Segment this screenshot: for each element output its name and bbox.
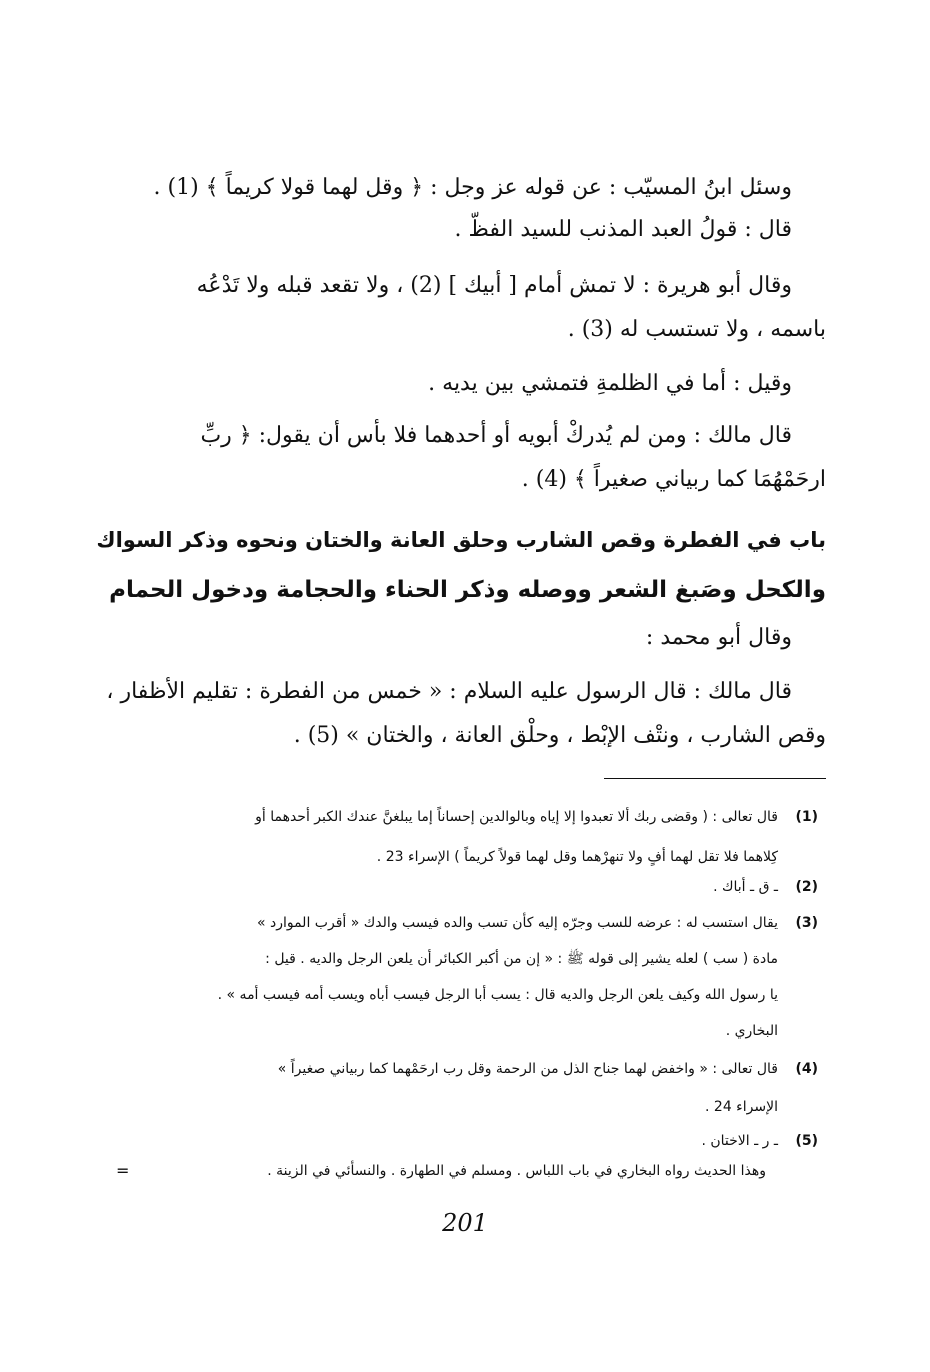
- body-line-3: وقال أبو هريرة : لا تمش أمام [ أبيك ] (2) ، ولا تقعد قبله ولا تَدْعُه: [196, 273, 792, 298]
- footnote-line: مادة ( سب ) لعله يشير إلى قوله ﷺ : « إن من أكبر الكبائر أن يلعن الرجل والديه . قيل :: [265, 951, 778, 967]
- footnote-separator: [604, 778, 826, 779]
- footnote-line: يقال استسب له : عرضه للسب وجرّه إليه كأن تسب والده فيسب والدك « أقرب الموارد »: [256, 915, 778, 931]
- footnote-line: كِلاهما فلا تقل لهما أفٍ ولا تنهرْهما وقل لهما قولاً كريماً ) الإسراء 23 .: [376, 849, 778, 865]
- footnote-line: قال تعالى : « واخفض لهما جناح الذل من الرحمة وقل رب ارحَمْهما كما ربياني صغيراً »: [277, 1061, 778, 1077]
- footnote-number-3: (3): [795, 915, 818, 931]
- body-line-6: قال مالك : ومن لم يُدركْ أبويه أو أحدهما فلا بأس أن يقول: ﴿ ربِّ: [200, 423, 792, 448]
- body-line-5: وقيل : أما في الظلمةِ فتمشي بين يديه .: [428, 371, 792, 396]
- body-line-9: قال مالك : قال الرسول عليه السلام : « خمس من الفطرة : تقليم الأظفار ،: [106, 679, 792, 704]
- footnote-line: ـ ق ـ أباك .: [713, 879, 778, 895]
- section-heading-line-2: والكحل وصَبغ الشعر ووصله وذكر الحناء والحجامة ودخول الحمام: [109, 577, 826, 603]
- body-line-10: وقص الشارب ، ونتْف الإبْط ، وحلْق العانة ، والختان » (5) .: [293, 723, 826, 748]
- body-line-4: باسمه ، ولا تستسب له (3) .: [567, 317, 826, 342]
- footnote-number-4: (4): [795, 1061, 818, 1077]
- footnote-number-2: (2): [795, 879, 818, 895]
- footnote-number-5: (5): [795, 1133, 818, 1149]
- page-number: 201: [442, 1209, 488, 1237]
- body-line-8: وقال أبو محمد :: [645, 625, 792, 650]
- section-heading-line-1: باب في الفطرة وقص الشارب وحلق العانة والختان ونحوه وذكر السواك: [96, 528, 826, 552]
- continuation-mark: =: [116, 1161, 130, 1180]
- footnote-line: قال تعالى : ( وقضى ربك ألا تعبدوا إلا إياه وبالوالدين إحساناً إما يبلغنَّ عندك الكبر أحدهما أو: [255, 809, 778, 825]
- body-line-1: وسئل ابنُ المسيّب : عن قوله عز وجل : ﴿ وقل لهما قولا كريماً ﴾ (1) .: [153, 175, 792, 200]
- footnote-line: يا رسول الله وكيف يلعن الرجل والديه قال : يسب أبا الرجل فيسب أباه ويسب أمه فيسب أمه » .: [217, 987, 778, 1003]
- footnote-line: الإسراء 24 .: [705, 1099, 778, 1115]
- body-line-7: ارحَمْهُمَا كما ربياني صغيراً ﴾ (4) .: [521, 467, 826, 492]
- body-line-2: قال : قولُ العبد المذنب للسيد الفظّ .: [454, 217, 792, 242]
- footnote-number-1: (1): [795, 809, 818, 825]
- footnote-line: البخاري .: [725, 1023, 778, 1039]
- footnote-line: ـ ر ـ الاختان .: [701, 1133, 778, 1149]
- footnote-line: وهذا الحديث رواه البخاري في باب اللباس . ومسلم في الطهارة . والنسأئي في الزينة .: [267, 1163, 766, 1179]
